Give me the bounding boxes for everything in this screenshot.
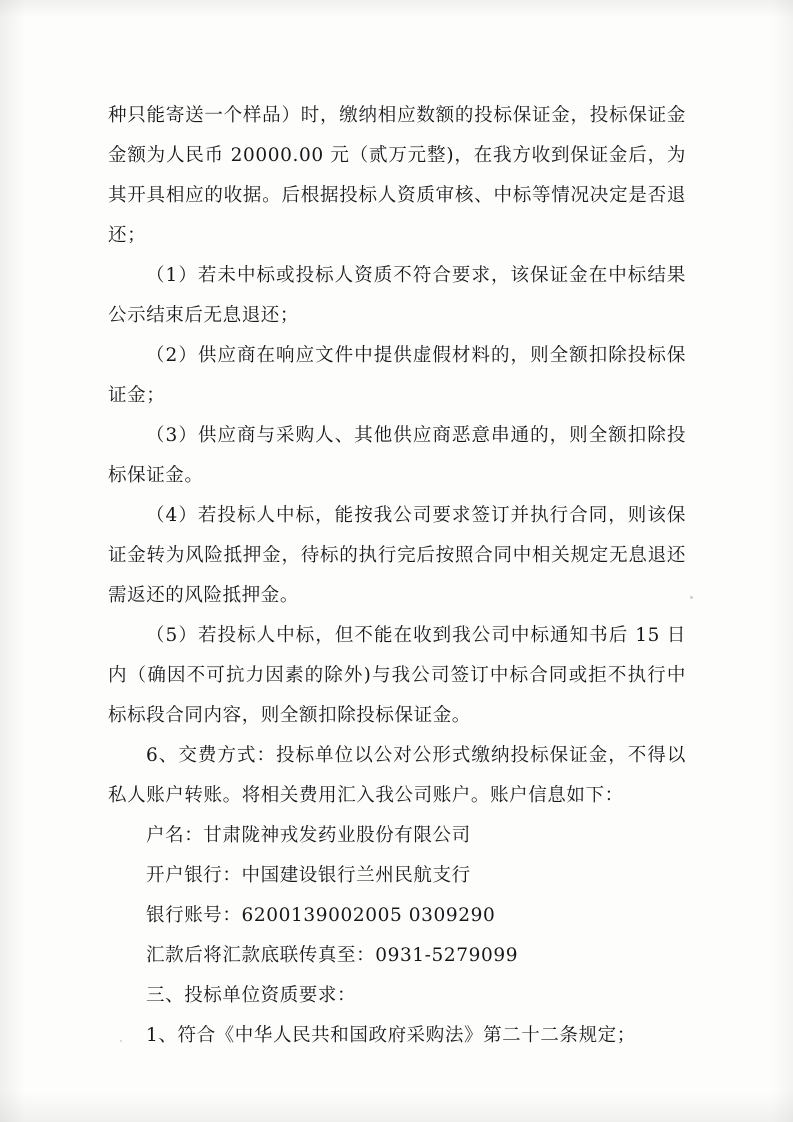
- section-heading-qualification: 三、投标单位资质要求：: [146, 985, 357, 1006]
- bank-name: 开户银行：中国建设银行兰州民航支行: [146, 865, 471, 886]
- bank-account-name: 户名：甘肃陇神戎发药业股份有限公司: [146, 825, 471, 846]
- paragraph-clause-1: （1）若未中标或投标人资质不符合要求，该保证金在中标结果公示结束后无息退还；: [108, 265, 686, 326]
- page-edge-shading-right: [771, 0, 793, 1122]
- page-edge-shading-left: [0, 0, 26, 1122]
- page-edge-shading-top: [0, 0, 793, 18]
- paragraph-clause-5: （5）若投标人中标，但不能在收到我公司中标通知书后 15 日内（确因不可抗力因素的除外)与我公司签订中标合同或拒不执行中标标段合同内容，则全额扣除投标保证金。: [108, 625, 686, 726]
- paragraph-clause-2: （2）供应商在响应文件中提供虚假材料的，则全额扣除投标保证金；: [108, 345, 686, 406]
- paragraph-payment-method: 6、交费方式：投标单位以公对公形式缴纳投标保证金，不得以私人账户转账。将相关费用汇入我公司账户。账户信息如下：: [108, 745, 686, 806]
- scan-speck: [690, 596, 693, 599]
- requirement-item-1: 1、符合《中华人民共和国政府采购法》第二十二条规定；: [146, 1025, 636, 1046]
- bank-fax-line: 汇款后将汇款底联传真至：0931-5279099: [146, 945, 519, 966]
- page-edge-shading-bottom: [0, 1092, 793, 1122]
- paragraph-continuation: 种只能寄送一个样品）时，缴纳相应数额的投标保证金，投标保证金金额为人民币 20000.00 元（贰万元整)，在我方收到保证金后，为其开具相应的收据。后根据投标人资质审核、中标等情况决定是否退还；: [108, 105, 686, 246]
- bank-account-number: 银行账号：6200139002005 0309290: [146, 905, 496, 926]
- document-text-body: [108, 96, 686, 1056]
- paragraph-clause-3: （3）供应商与采购人、其他供应商恶意串通的，则全额扣除投标保证金。: [108, 425, 686, 486]
- paragraph-clause-4: （4）若投标人中标，能按我公司要求签订并执行合同，则该保证金转为风险抵押金，待标的执行完后按照合同中相关规定无息退还需返还的风险抵押金。: [108, 505, 686, 606]
